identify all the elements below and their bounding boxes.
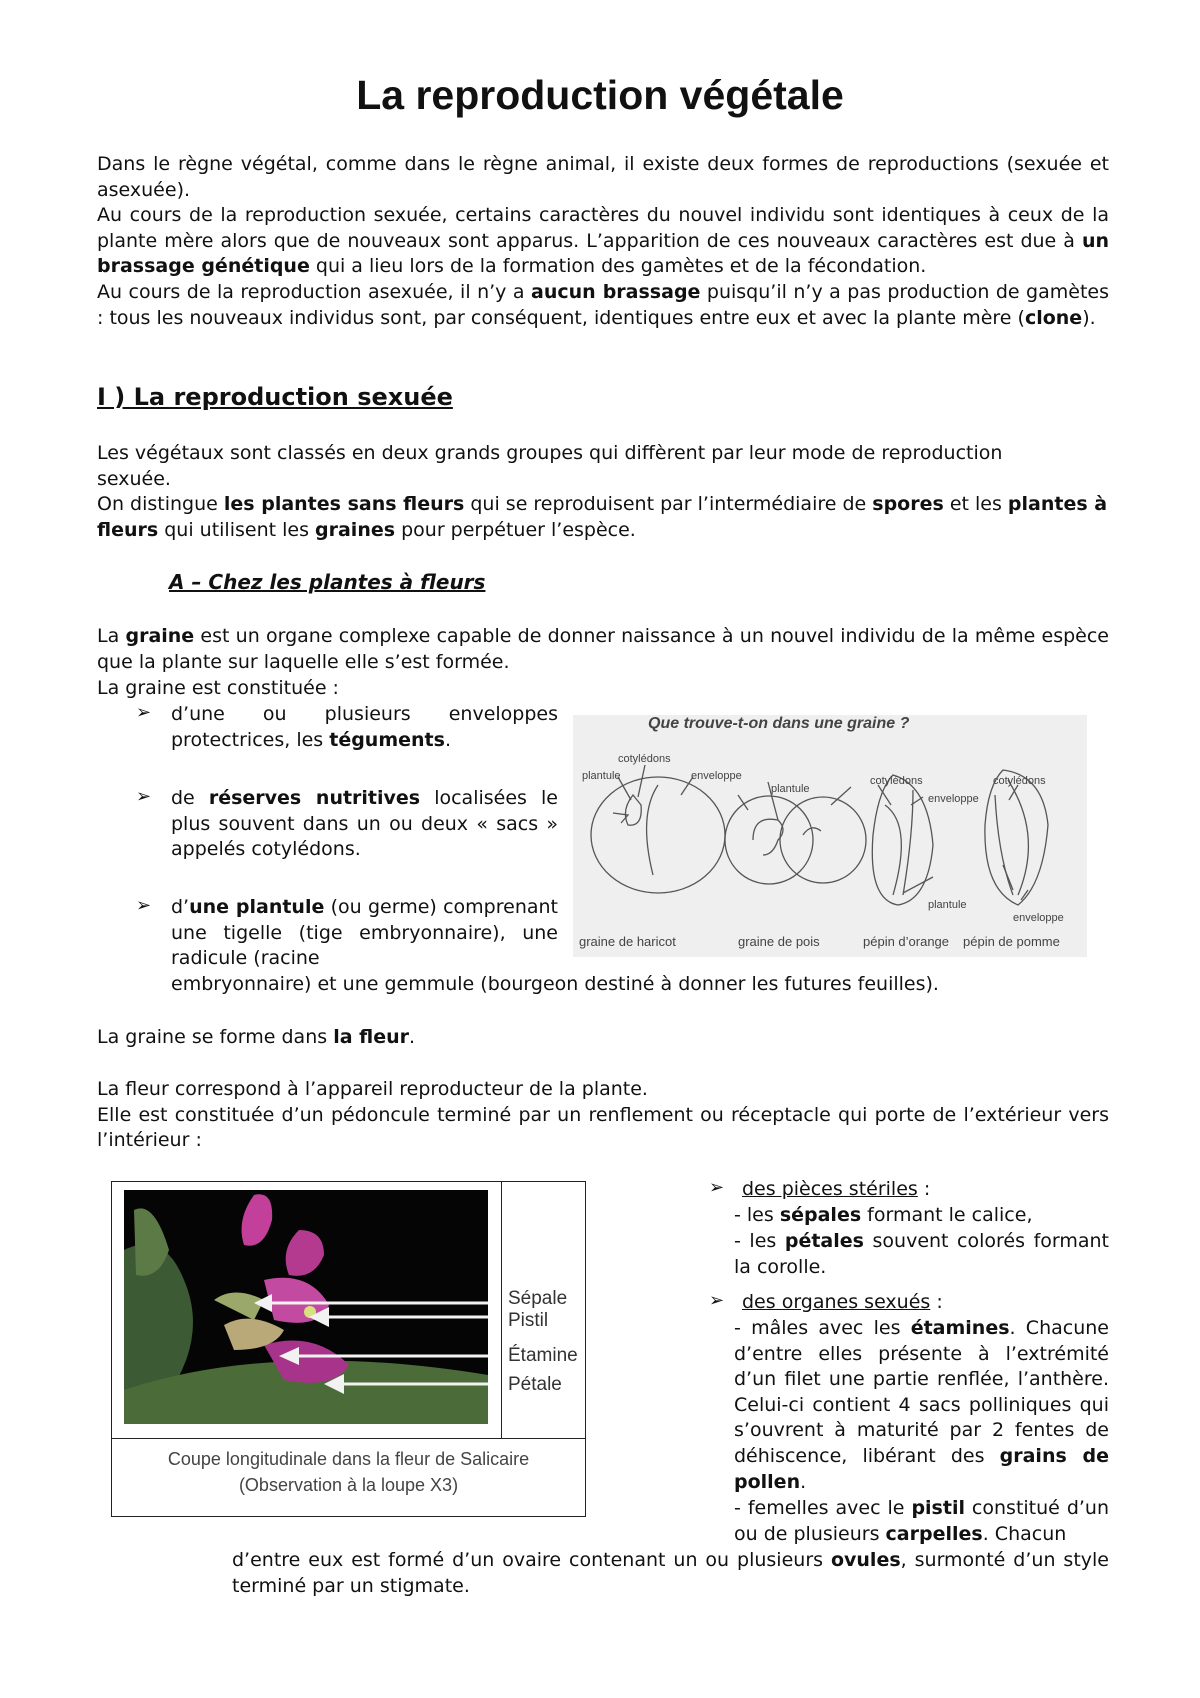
sepales-item xyxy=(734,1203,1109,1229)
text: d’ xyxy=(171,896,190,918)
section1-p1: Les végétaux sont classés en deux grands groupes qui diffèrent par leur mode de reproduction sexuée. xyxy=(97,442,1003,490)
arrow-bullet-icon: ➢ xyxy=(709,1290,725,1311)
text: - les xyxy=(734,1230,785,1252)
text: On distingue xyxy=(97,493,224,516)
text: - femelles avec le xyxy=(734,1497,912,1519)
label-enveloppe-pomme: enveloppe xyxy=(1013,912,1064,924)
section1-text xyxy=(97,441,1109,543)
text: : xyxy=(917,1178,931,1200)
caption-pois: graine de pois xyxy=(738,934,820,949)
bold-text: sépales xyxy=(779,1204,862,1226)
text: et les xyxy=(943,493,1008,516)
flower-arrows xyxy=(124,1190,488,1424)
seed-diagram xyxy=(573,715,1087,957)
text: est un organe complexe capable de donner naissance à un nouvel individu de la même espèce que la plante sur laquelle elle s’est formée. xyxy=(97,625,1109,673)
intro-p3 xyxy=(97,280,1109,331)
label-enveloppe-orange: enveloppe xyxy=(928,793,979,805)
text: . xyxy=(409,1026,416,1048)
section1-p2 xyxy=(97,492,1109,543)
bold-text: un brassage génétique xyxy=(97,229,1109,278)
bullet-teguments xyxy=(171,702,558,753)
graine-forme xyxy=(97,1025,415,1051)
section-heading: I ) La reproduction sexuée xyxy=(97,383,453,411)
text: souvent colorés formant la corolle. xyxy=(734,1230,1109,1278)
bullet-reserves xyxy=(171,786,558,863)
text: localisées le plus souvent dans un ou deux « sacs » appelés cotylédons. xyxy=(171,787,558,861)
sexual-heading xyxy=(742,1290,943,1316)
text: Au cours de la reproduction asexuée, il n’y a xyxy=(97,280,531,303)
label-cotyledons-orange: cotylédons xyxy=(870,775,923,787)
petales-item xyxy=(734,1229,1109,1280)
fleur-paragraph xyxy=(97,1077,1109,1154)
bold-text: réserves nutritives xyxy=(208,787,421,809)
label-etamine: Étamine xyxy=(508,1345,578,1366)
bold-text: aucun brassage xyxy=(531,280,701,303)
fleur-p1: La fleur correspond à l’appareil reproducteur de la plante. xyxy=(97,1078,648,1100)
intro-p2 xyxy=(97,203,1109,280)
sterile-heading xyxy=(742,1177,930,1203)
text: d’entre eux est formé d’un ovaire contenant un ou plusieurs xyxy=(232,1549,831,1571)
bold-text: carpelles xyxy=(885,1522,983,1545)
fleur-p2: Elle est constituée d’un pédoncule terminé par un renflement ou réceptacle qui porte de l’extérieur vers l’intérieur : xyxy=(97,1103,1109,1152)
underlined-text: des pièces stériles xyxy=(742,1178,918,1200)
text: qui se reproduisent par l’intermédiaire de xyxy=(464,493,873,516)
bold-text: ovules xyxy=(830,1549,901,1571)
label-plantule-haricot: plantule xyxy=(582,770,621,782)
graine-constituee: La graine est constituée : xyxy=(97,677,339,699)
text: . Chacune d’entre elles présente à l’extrémité d’un filet une partie renflée, l’anthère. Celui-ci contient 4 sacs polliniques qui s’ouvrent à maturité par 2 fentes de déhiscence, libérant des xyxy=(734,1317,1109,1467)
males-item xyxy=(734,1316,1109,1495)
text: - les xyxy=(734,1204,780,1226)
bold-text: clone xyxy=(1024,306,1083,329)
text: , surmonté d’un style terminé par un stigmate. xyxy=(232,1549,1109,1597)
underlined-text: des organes sexués xyxy=(742,1291,931,1313)
page-title: La reproduction végétale xyxy=(356,72,844,118)
seed-drawing xyxy=(573,715,1087,957)
label-cotyledons-haricot: cotylédons xyxy=(618,753,671,765)
text: La graine se forme dans xyxy=(97,1026,334,1048)
bold-text: les plantes sans fleurs xyxy=(223,493,465,516)
text: ). xyxy=(1082,306,1096,329)
intro-p1: Dans le règne végétal, comme dans le règne animal, il existe deux formes de reproductions (sexuée et asexuée). xyxy=(97,153,1109,201)
text: de xyxy=(171,787,209,809)
label-pistil: Pistil xyxy=(508,1310,549,1331)
flower-caption-box xyxy=(112,1438,585,1517)
text: puisqu’il n’y a pas production de gamètes : tous les nouveaux individus sont, par conséquent, identiques entre eux et avec la plante mère ( xyxy=(97,280,1109,329)
subsection-heading: A – Chez les plantes à fleurs xyxy=(169,570,486,594)
bold-text: téguments xyxy=(329,728,445,751)
intro-paragraph xyxy=(97,152,1109,331)
seed-diagram-title: Que trouve-t-on dans une graine ? xyxy=(648,715,910,732)
text: formant le calice, xyxy=(861,1204,1033,1226)
label-plantule-orange: plantule xyxy=(928,899,967,911)
arrow-bullet-icon: ➢ xyxy=(136,895,152,916)
bold-text: pistil xyxy=(911,1497,965,1519)
flower-figure xyxy=(111,1181,586,1517)
label-petale: Pétale xyxy=(508,1374,562,1395)
bold-text: plantes à fleurs xyxy=(97,493,1108,541)
text: . Chacun xyxy=(982,1522,1067,1545)
text: - mâles avec les xyxy=(734,1317,911,1339)
text: (ou germe) comprenant une tigelle (tige embryonnaire), une radicule (racine xyxy=(171,896,559,970)
text: constitué d’un ou de plusieurs xyxy=(734,1497,1110,1545)
label-cotyledons-pomme: cotylédons xyxy=(993,775,1046,787)
text: . xyxy=(444,728,451,751)
bold-text: étamines xyxy=(910,1317,1010,1339)
bullet-plantule-end: embryonnaire) et une gemmule (bourgeon destiné à donner les futures feuilles). xyxy=(171,973,939,995)
flower-caption-line2: (Observation à la loupe X3) xyxy=(238,1475,459,1495)
females-item-end xyxy=(232,1548,1109,1599)
bold-text: la fleur xyxy=(333,1026,410,1048)
arrow-bullet-icon: ➢ xyxy=(136,702,152,723)
bold-text: une plantule xyxy=(189,896,325,918)
arrow-bullet-icon: ➢ xyxy=(709,1177,725,1198)
caption-pomme: pépin de pomme xyxy=(963,934,1060,949)
bold-text: pétales xyxy=(784,1230,864,1252)
caption-orange: pépin d’orange xyxy=(863,934,950,949)
flower-label-column xyxy=(501,1182,586,1438)
bold-text: grains de pollen xyxy=(734,1444,1109,1493)
caption-haricot: graine de haricot xyxy=(579,934,676,949)
text: . xyxy=(800,1470,807,1493)
arrow-bullet-icon: ➢ xyxy=(136,786,152,807)
label-enveloppe-haricot: enveloppe xyxy=(691,770,742,782)
text: pour perpétuer l’espèce. xyxy=(395,518,636,541)
bold-text: graine xyxy=(125,625,195,647)
females-item xyxy=(734,1496,1109,1547)
graine-paragraph xyxy=(97,624,1109,675)
text: : xyxy=(930,1291,943,1313)
bullet-plantule xyxy=(171,895,558,972)
flower-photo xyxy=(124,1190,488,1424)
label-sepale: Sépale xyxy=(508,1288,568,1309)
text: La xyxy=(97,625,126,647)
text: d’une ou plusieurs enveloppes protectrices, les xyxy=(171,703,558,751)
bold-text: spores xyxy=(872,493,944,516)
text: Au cours de la reproduction sexuée, certains caractères du nouvel individu sont identiques à ceux de la plante mère alors que de nouveaux sont apparus. L’apparition de ces nouveaux caractères est due à xyxy=(97,204,1109,252)
text: qui a lieu lors de la formation des gamètes et de la fécondation. xyxy=(309,255,927,278)
label-plantule-pois: plantule xyxy=(771,783,810,795)
text: qui utilisent les xyxy=(158,518,316,541)
bold-text: graines xyxy=(315,518,396,541)
flower-caption-line1: Coupe longitudinale dans la fleur de Salicaire xyxy=(167,1449,530,1469)
